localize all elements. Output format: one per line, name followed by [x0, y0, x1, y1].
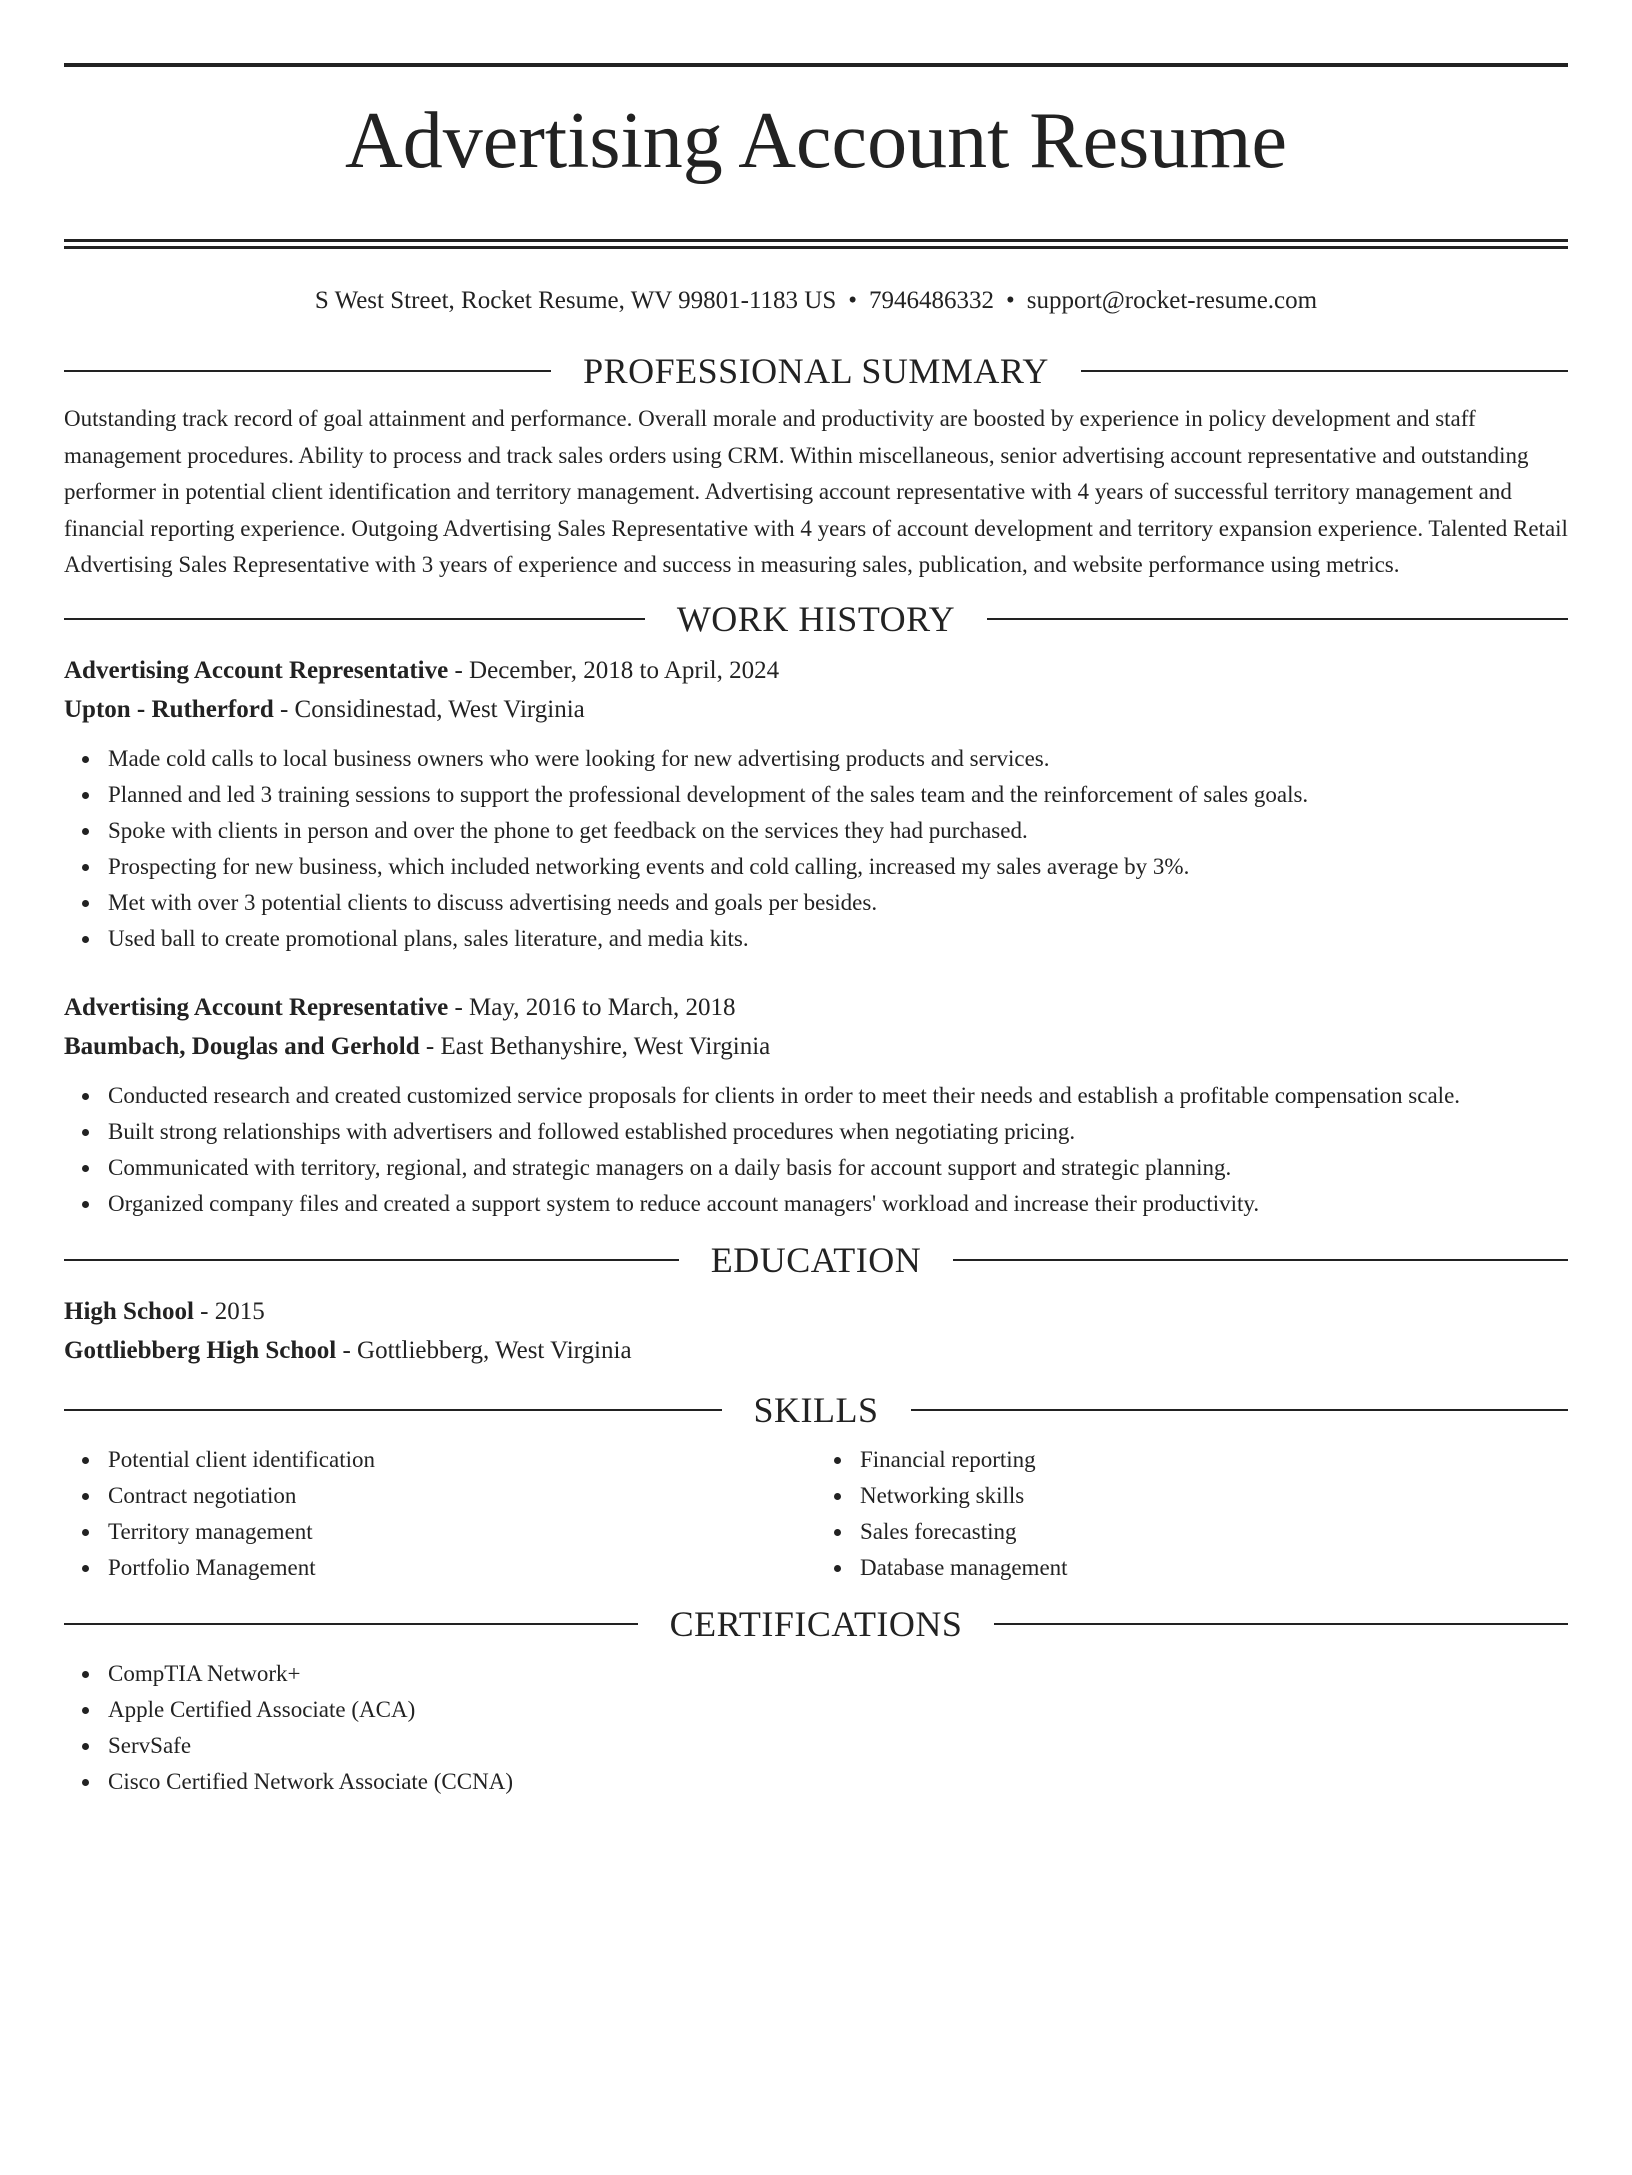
list-item: Made cold calls to local business owners who were looking for new advertising products and services. — [108, 741, 1568, 777]
job-company: Baumbach, Douglas and Gerhold — [64, 1032, 420, 1060]
job-location: - East Bethanyshire, West Virginia — [419, 1032, 771, 1060]
certifications-list — [64, 1656, 1568, 1800]
contact-phone: 7946486332 — [869, 287, 995, 314]
section-heading-summary — [64, 351, 1568, 391]
section-title: WORK HISTORY — [676, 598, 956, 639]
section-heading-education — [64, 1240, 1568, 1280]
section-title: SKILLS — [753, 1389, 879, 1430]
heading-rule-left — [64, 618, 645, 620]
school-location: - Gottliebberg, West Virginia — [336, 1336, 632, 1364]
skill-item: Database management — [860, 1550, 1568, 1586]
job-duties-list — [64, 1078, 1568, 1222]
skill-item: Potential client identification — [108, 1442, 816, 1478]
contact-email: support@rocket-resume.com — [1026, 287, 1318, 314]
job-duties-list — [64, 741, 1568, 957]
skills-grid — [64, 1442, 1568, 1586]
list-item: Met with over 3 potential clients to discuss advertising needs and goals per besides. — [108, 885, 1568, 921]
list-item: Spoke with clients in person and over the phone to get feedback on the services they had purchased. — [108, 813, 1568, 849]
job-company-line — [64, 1027, 1568, 1066]
heading-rule-left — [64, 370, 551, 372]
skill-item: Contract negotiation — [108, 1478, 816, 1514]
skill-item: Networking skills — [860, 1478, 1568, 1514]
section-title: CERTIFICATIONS — [669, 1603, 963, 1644]
education-entry — [64, 1292, 1568, 1370]
title-double-rule — [64, 239, 1568, 249]
job-entry — [64, 651, 1568, 957]
job-title-line — [64, 651, 1568, 690]
graduation-year: - 2015 — [193, 1297, 265, 1325]
skill-item: Sales forecasting — [860, 1514, 1568, 1550]
heading-rule-right — [987, 618, 1568, 620]
heading-rule-right — [1081, 370, 1568, 372]
contact-separator: • — [1006, 287, 1015, 314]
job-title: Advertising Account Representative — [64, 993, 449, 1021]
list-item: Planned and led 3 training sessions to support the professional development of the sales team and the reinforcement of sales goals. — [108, 777, 1568, 813]
job-title: Advertising Account Representative — [64, 656, 449, 684]
degree-line — [64, 1292, 1568, 1331]
top-rule — [64, 63, 1568, 67]
heading-rule-right — [994, 1623, 1568, 1625]
heading-rule-right — [911, 1409, 1569, 1411]
list-item: Organized company files and created a support system to reduce account managers' workload and increase their productivity. — [108, 1186, 1568, 1222]
certification-item: Apple Certified Associate (ACA) — [108, 1692, 1568, 1728]
heading-rule-left — [64, 1623, 638, 1625]
heading-rule-left — [64, 1409, 722, 1411]
skills-list-left — [64, 1442, 816, 1586]
job-dates: - May, 2016 to March, 2018 — [448, 993, 736, 1021]
list-item: Prospecting for new business, which included networking events and cold calling, increased my sales average by 3%. — [108, 849, 1568, 885]
resume-page — [0, 63, 1632, 2175]
heading-rule-left — [64, 1259, 679, 1261]
job-title-line — [64, 988, 1568, 1027]
summary-text: Outstanding track record of goal attainment and performance. Overall morale and productivity are boosted by experience in policy development and staff management procedures. Ability to process and track sales orders using CRM. Within miscellaneous, senior advertising account representative and outstanding performer in potential client identification and territory management. Advertising account representative with 4 years of successful territory management and financial reporting experience. Outgoing Advertising Sales Representative with 4 years of account development and territory expansion experience. Talented Retail Advertising Sales Representative with 3 years of experience and success in measuring sales, publication, and website performance using metrics. — [64, 406, 1568, 578]
list-item: Used ball to create promotional plans, sales literature, and media kits. — [108, 921, 1568, 957]
section-heading-skills — [64, 1390, 1568, 1430]
list-item: Communicated with territory, regional, and strategic managers on a daily basis for account support and strategic planning. — [108, 1150, 1568, 1186]
skill-item: Territory management — [108, 1514, 816, 1550]
section-title: EDUCATION — [710, 1239, 922, 1280]
job-entry — [64, 988, 1568, 1222]
job-location: - Considinestad, West Virginia — [273, 695, 585, 723]
skill-item: Portfolio Management — [108, 1550, 816, 1586]
resume-title: Advertising Account Resume — [344, 97, 1288, 185]
contact-separator: • — [848, 287, 858, 314]
degree: High School — [64, 1297, 194, 1325]
job-dates: - December, 2018 to April, 2024 — [448, 656, 780, 684]
job-company-line — [64, 690, 1568, 729]
certification-item: CompTIA Network+ — [108, 1656, 1568, 1692]
skills-list-right — [816, 1442, 1568, 1586]
heading-rule-right — [953, 1259, 1568, 1261]
contact-line — [64, 286, 1568, 316]
school-name: Gottliebberg High School — [64, 1336, 337, 1364]
section-heading-certifications — [64, 1604, 1568, 1644]
list-item: Built strong relationships with advertisers and followed established procedures when negotiating pricing. — [108, 1114, 1568, 1150]
list-item: Conducted research and created customized service proposals for clients in order to meet their needs and establish a profitable compensation scale. — [108, 1078, 1568, 1114]
contact-address: S West Street, Rocket Resume, WV 99801-1183 US — [314, 287, 837, 314]
skill-item: Financial reporting — [860, 1442, 1568, 1478]
job-company: Upton - Rutherford — [64, 695, 274, 723]
certification-item: ServSafe — [108, 1728, 1568, 1764]
section-heading-work-history — [64, 599, 1568, 639]
section-title: PROFESSIONAL SUMMARY — [583, 351, 1049, 391]
school-line — [64, 1331, 1568, 1370]
certification-item: Cisco Certified Network Associate (CCNA) — [108, 1764, 1568, 1800]
